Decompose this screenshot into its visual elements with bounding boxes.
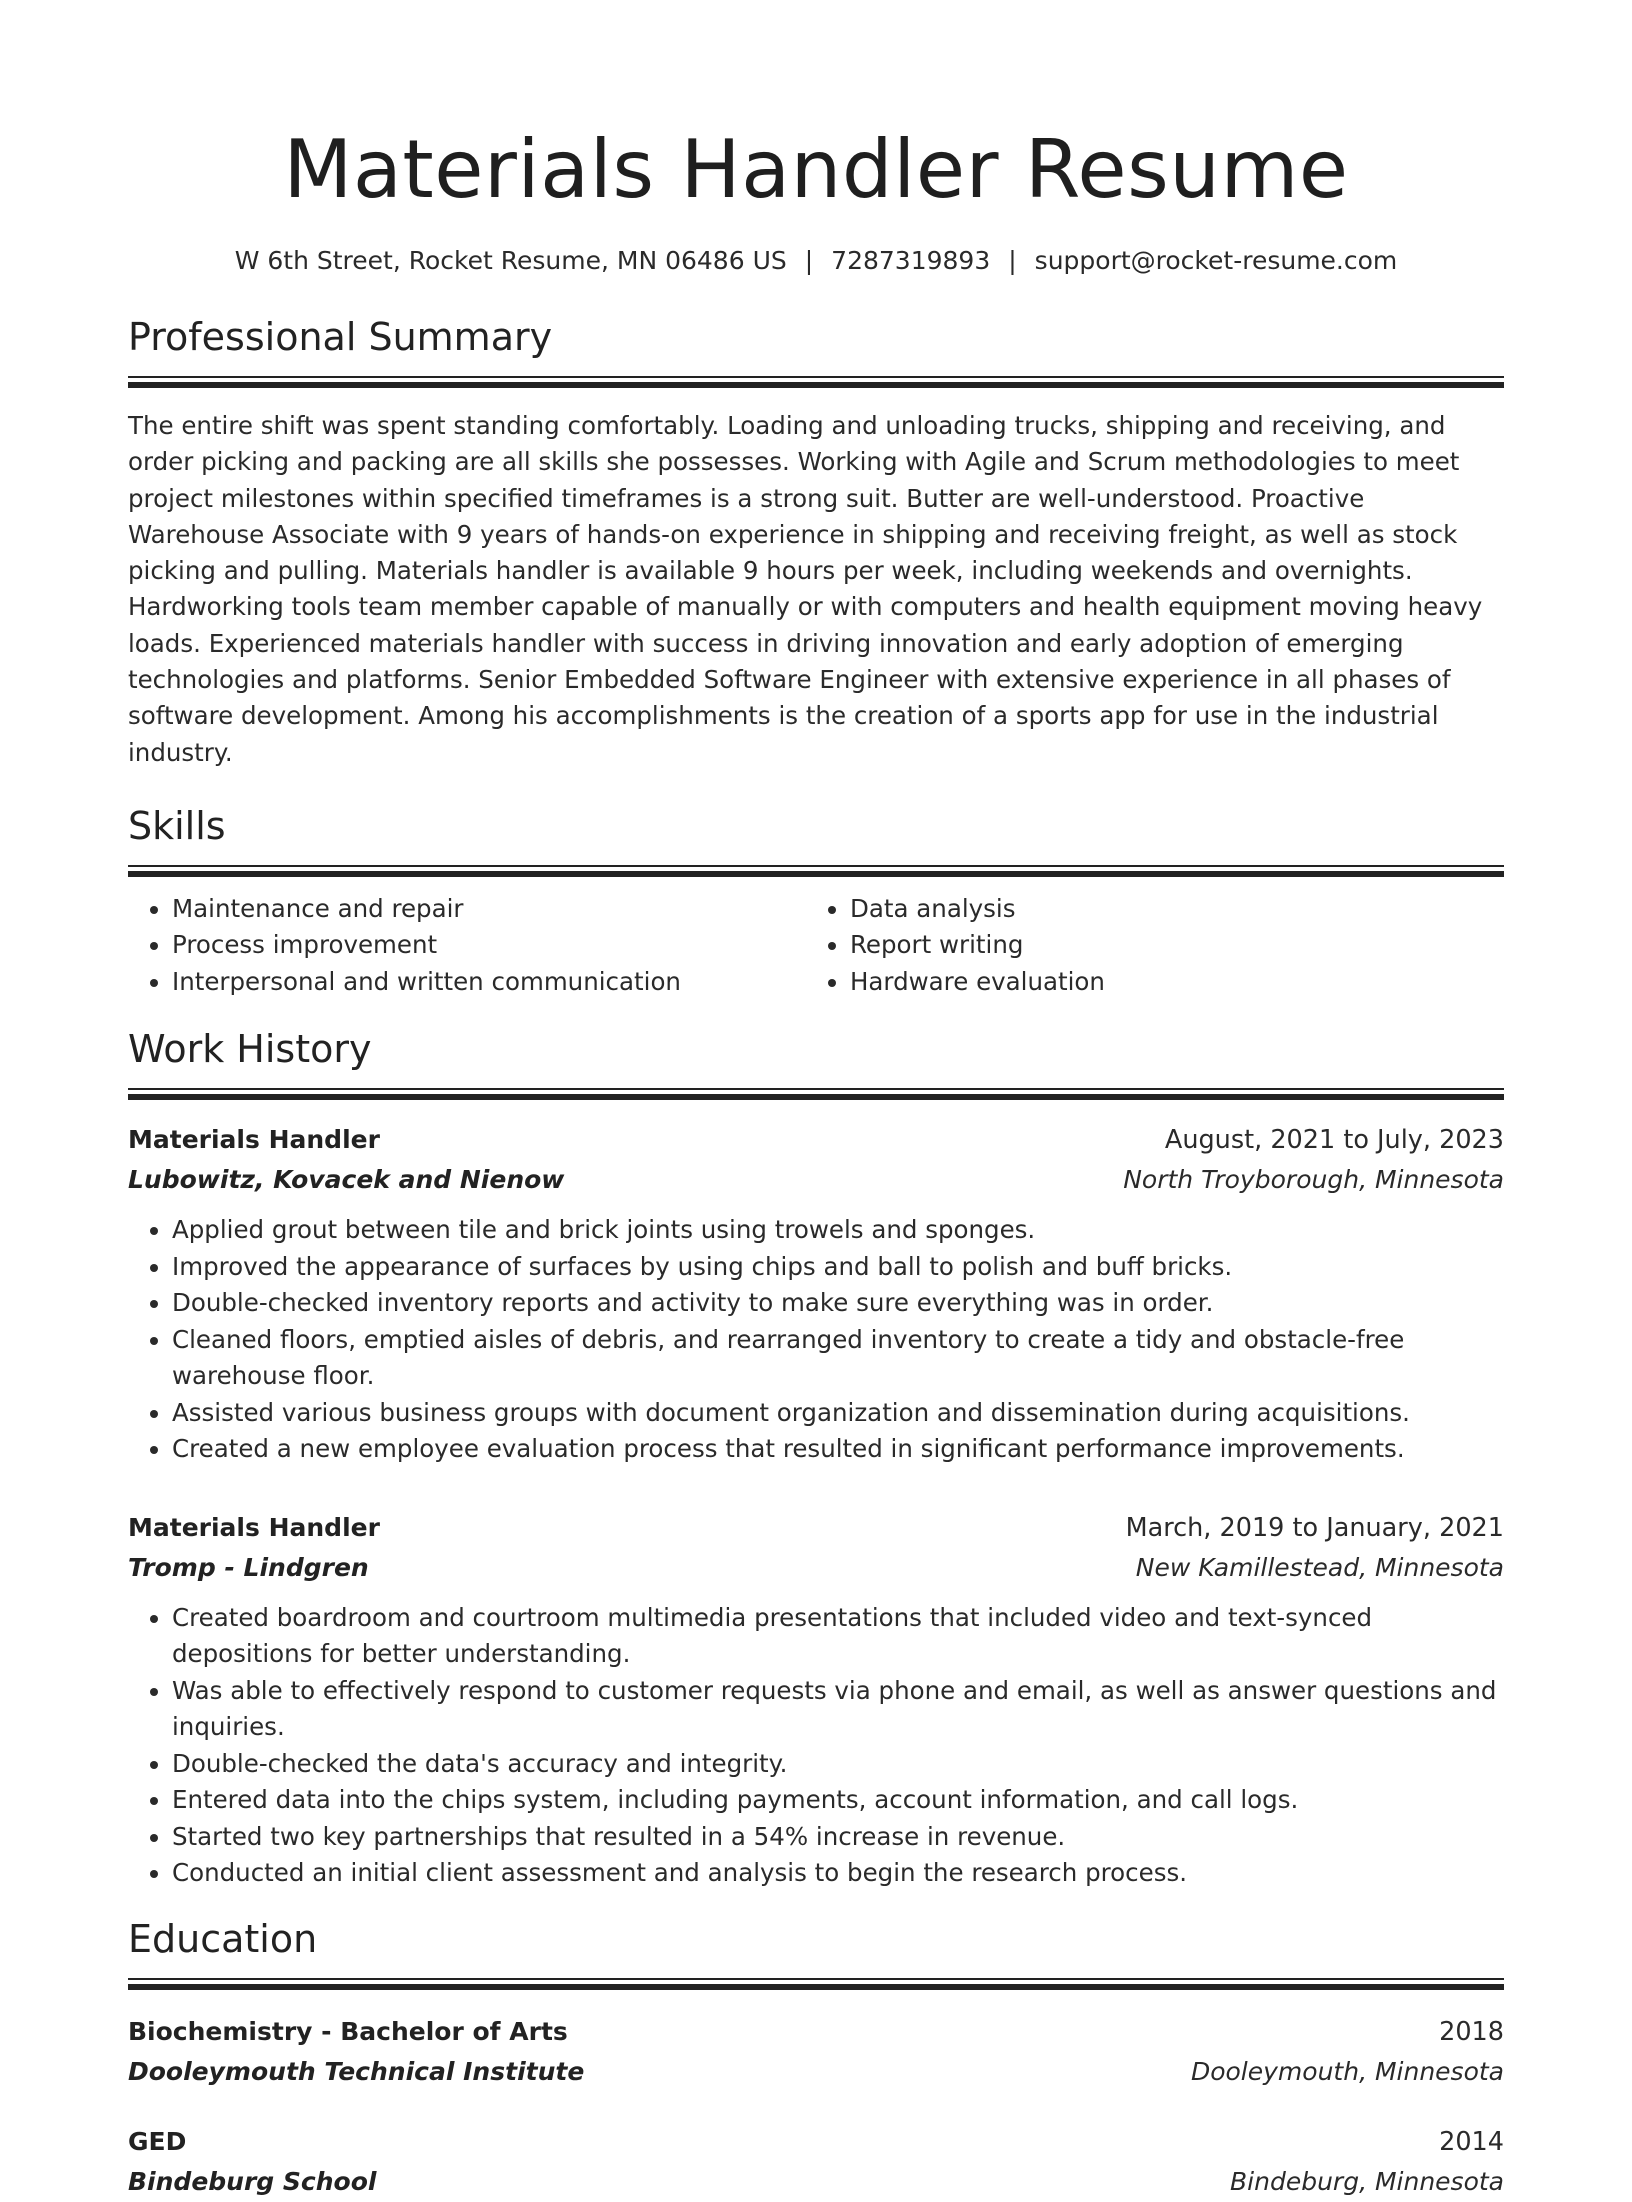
education-section: [128, 1914, 1504, 2202]
job-location: North Troyborough, Minnesota: [1123, 1165, 1504, 1195]
education-degree: Biochemistry - Bachelor of Arts: [128, 2016, 568, 2046]
education-year: 2014: [1439, 2126, 1504, 2157]
resume-page: [128, 0, 1504, 2202]
job-bullet: • Double-checked inventory reports and activity to make sure everything was in order.: [172, 1285, 1504, 1322]
job-role: Materials Handler: [128, 1512, 380, 1542]
skill-item: • Interpersonal and written communication: [172, 964, 806, 1001]
education-school: Bindeburg School: [128, 2166, 377, 2196]
skill-item: • Maintenance and repair: [172, 891, 806, 928]
skills-columns: [128, 891, 1504, 1001]
job-bullet: • Applied grout between tile and brick joints using trowels and sponges.: [172, 1212, 1504, 1249]
skills-section: [128, 801, 1504, 1001]
job-bullets: [128, 1212, 1504, 1468]
contact-separator: |: [804, 246, 814, 275]
summary-text: The entire shift was spent standing comfortably. Loading and unloading trucks, shipping and receiving, and order picking and packing are all skills she possesses. Working with Agile and Scrum methodologies to meet project milestones within specified timeframes is a strong suit. Butter are well-understood. Proactive Warehouse Associate with 9 years of hands-on experience in shipping and receiving freight, as well as stock picking and pulling. Materials handler is available 9 hours per week, including weekends and overnights. Hardworking tools team member capable of manually or with computers and health equipment moving heavy loads. Experienced materials handler with success in driving innovation and early adoption of emerging technologies and platforms. Senior Embedded Software Engineer with extensive experience in all phases of software development. Among his accomplishments is the creation of a sports app for use in the industrial industry.: [128, 411, 1483, 767]
skills-heading: Skills: [128, 803, 226, 848]
education-location: Dooleymouth, Minnesota: [1190, 2056, 1504, 2086]
contact-line: [128, 244, 1504, 278]
contact-address: W 6th Street, Rocket Resume, MN 06486 US: [234, 246, 787, 275]
section-divider: [128, 1978, 1504, 1990]
resume-title: Materials Handler Resume: [283, 123, 1349, 216]
job-bullet: • Double-checked the data's accuracy and integrity.: [172, 1746, 1504, 1783]
job-bullet: • Started two key partnerships that resulted in a 54% increase in revenue.: [172, 1819, 1504, 1856]
job-bullet: • Was able to effectively respond to customer requests via phone and email, as well as answer questions and inquiries.: [172, 1673, 1504, 1746]
job-company: Tromp - Lindgren: [128, 1552, 369, 1582]
job-bullet: • Improved the appearance of surfaces by using chips and ball to polish and buff bricks.: [172, 1249, 1504, 1286]
education-year: 2018: [1439, 2016, 1504, 2047]
job-bullet: • Cleaned floors, emptied aisles of debris, and rearranged inventory to create a tidy and obstacle-free warehouse floor.: [172, 1322, 1504, 1395]
job-bullets: [128, 1600, 1504, 1892]
contact-separator: |: [1008, 246, 1017, 275]
contact-email: support@rocket-resume.com: [1034, 246, 1398, 275]
work-history-section: [128, 1024, 1504, 1892]
skill-item: • Data analysis: [850, 891, 1484, 928]
summary-section: [128, 312, 1504, 771]
education-school: Dooleymouth Technical Institute: [128, 2056, 585, 2086]
job-entry: [128, 1120, 1504, 1468]
education-entry: [128, 2122, 1504, 2202]
job-bullet: • Entered data into the chips system, including payments, account information, and call logs.: [172, 1782, 1504, 1819]
skill-item: • Report writing: [850, 927, 1484, 964]
education-location: Bindeburg, Minnesota: [1230, 2166, 1504, 2196]
job-bullet: • Created boardroom and courtroom multimedia presentations that included video and text-synced depositions for better understanding.: [172, 1600, 1504, 1673]
skills-list-right: [806, 891, 1484, 1001]
job-company: Lubowitz, Kovacek and Nienow: [128, 1165, 565, 1195]
job-dates: August, 2021 to July, 2023: [1164, 1125, 1504, 1156]
job-dates: March, 2019 to January, 2021: [1125, 1512, 1504, 1543]
job-bullet: • Created a new employee evaluation process that resulted in significant performance improvements.: [172, 1431, 1504, 1468]
contact-phone: 7287319893: [831, 246, 991, 275]
job-bullet: • Assisted various business groups with document organization and dissemination during acquisitions.: [172, 1395, 1504, 1432]
job-location: New Kamillestead, Minnesota: [1135, 1552, 1504, 1582]
section-divider: [128, 865, 1504, 877]
section-divider: [128, 1088, 1504, 1100]
job-entry: [128, 1508, 1504, 1892]
section-divider: [128, 376, 1504, 388]
summary-heading: Professional Summary: [128, 315, 553, 359]
job-role: Materials Handler: [128, 1125, 380, 1155]
skill-item: • Hardware evaluation: [850, 964, 1484, 1001]
work-history-heading: Work History: [128, 1027, 372, 1072]
skills-list-left: [128, 891, 806, 1001]
job-bullet: • Conducted an initial client assessment and analysis to begin the research process.: [172, 1855, 1504, 1892]
skill-item: • Process improvement: [172, 927, 806, 964]
education-entry: [128, 2012, 1504, 2092]
education-degree: GED: [128, 2126, 187, 2156]
education-heading: Education: [128, 1916, 318, 1961]
